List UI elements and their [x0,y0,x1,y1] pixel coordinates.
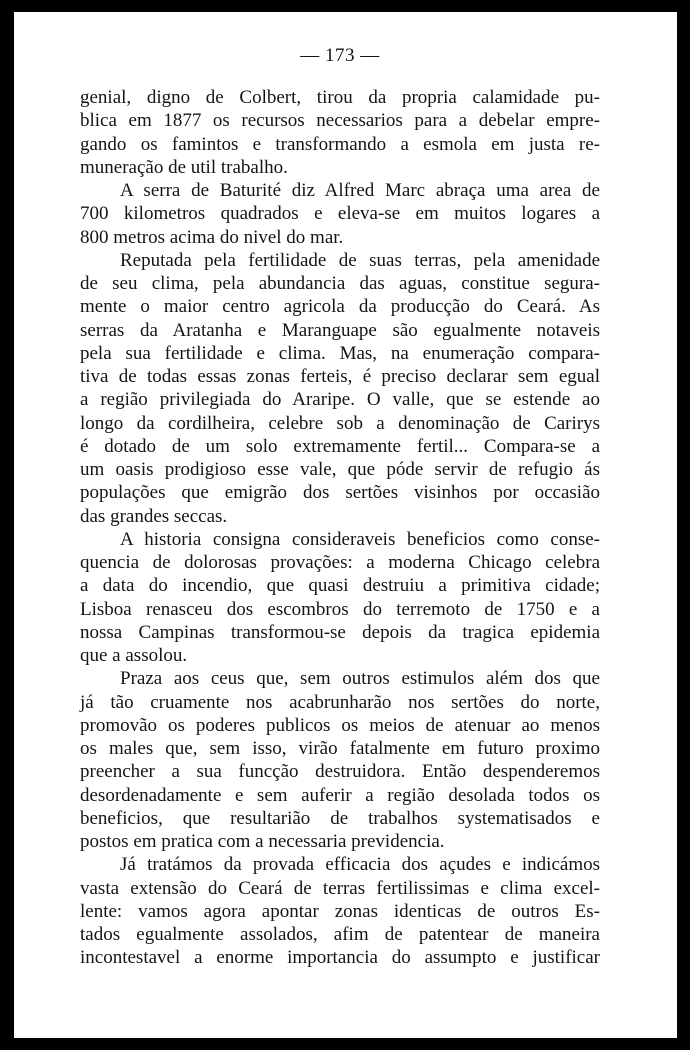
text-line: tados egualmente assolados, afim de patentear de maneira [80,924,600,945]
text-line: que a assolou. [80,645,188,666]
text-line: os males que, sem isso, virão fatalmente em futuro proximo [80,738,600,759]
text-line: 800 metros acima do nivel do mar. [80,226,344,248]
text-line: promovão os poderes publicos os meios de atenuar ao menos [80,714,600,736]
text-line: lente: vamos agora apontar zonas identicas de outros Es- [80,900,600,922]
text-line: Praza aos ceus que, sem outros estimulos além dos que [120,668,600,690]
text-line: muneração de util trabalho. [80,156,288,178]
paragraph-2 [80,179,600,249]
text-line: nossa Campinas transformou-se depois da tragica epidemia [80,621,600,643]
text-line: longo da cordilheira, celebre sob a denominação de Carirys [80,412,600,434]
text-line: vasta extensão do Ceará de terras fertilissimas e clima excel- [80,877,600,899]
text-line: tiva de todas essas zonas ferteis, é preciso declarar sem egual [80,366,600,387]
text-line: é dotado de um solo extremamente fertil... Compara-se a [80,435,600,457]
paragraph-1 [80,86,600,179]
text-line: Reputada pela fertilidade de suas terras, pela amenidade [120,249,600,271]
text-line: 700 kilometros quadrados e eleva-se em muitos logares a [80,203,600,225]
text-line: blica em 1877 os recursos necessarios para a debelar empre- [80,110,600,132]
paragraph-6 [80,853,600,969]
text-line: pela sua fertilidade e clima. Mas, na enumeração compara- [80,342,600,364]
text-line: a região privilegiada do Araripe. O valle, que se estende ao [80,389,600,411]
paragraph-5 [80,667,600,853]
text-line: A serra de Baturité diz Alfred Marc abraça uma area de [120,180,600,201]
text-line: gando os famintos e transformando a esmola em justa re- [80,133,600,155]
text-line: postos em pratica com a necessaria previdencia. [80,831,445,852]
text-line: beneficios, que resultarião de trabalhos systematisados e [80,807,600,829]
text-line: Lisboa renasceu dos escombros do terremoto de 1750 e a [80,598,600,620]
text-line: das grandes seccas. [80,505,228,527]
text-line: desordenadamente e sem auferir a região desolada todos os [80,784,600,806]
text-line: incontestavel a enorme importancia do assumpto e justificar [80,947,600,969]
paragraph-3 [80,249,600,528]
text-line: preencher a sua funcção destruidora. Então despenderemos [80,761,600,783]
text-line: a data do incendio, que quasi destruiu a primitiva cidade; [80,575,600,597]
text-line: A historia consigna consideraveis beneficios como conse- [120,528,600,550]
text-line: já tão cruamente nos acabrunharão nos sertões do norte, [80,691,600,713]
text-line: serras da Aratanha e Maranguape são egualmente notaveis [80,319,600,341]
page-number: — 173 — [300,45,380,66]
text-line: um oasis prodigioso esse vale, que póde servir de refugio ás [80,459,600,480]
text-line: quencia de dolorosas provações: a moderna Chicago celebra [80,552,600,573]
text-line: mente o maior centro agricola da producção do Ceará. As [80,296,600,318]
text-line: populações que emigrão dos sertões visinhos por occasião [80,482,600,504]
paragraph-4 [80,528,600,668]
book-page [80,44,600,970]
text-line: genial, digno de Colbert, tirou da propria calamidade pu- [80,87,600,108]
text-line: Já tratámos da provada efficacia dos açudes e indicámos [120,854,600,876]
text-line: de seu clima, pela abundancia das aguas, constitue segura- [80,273,600,294]
